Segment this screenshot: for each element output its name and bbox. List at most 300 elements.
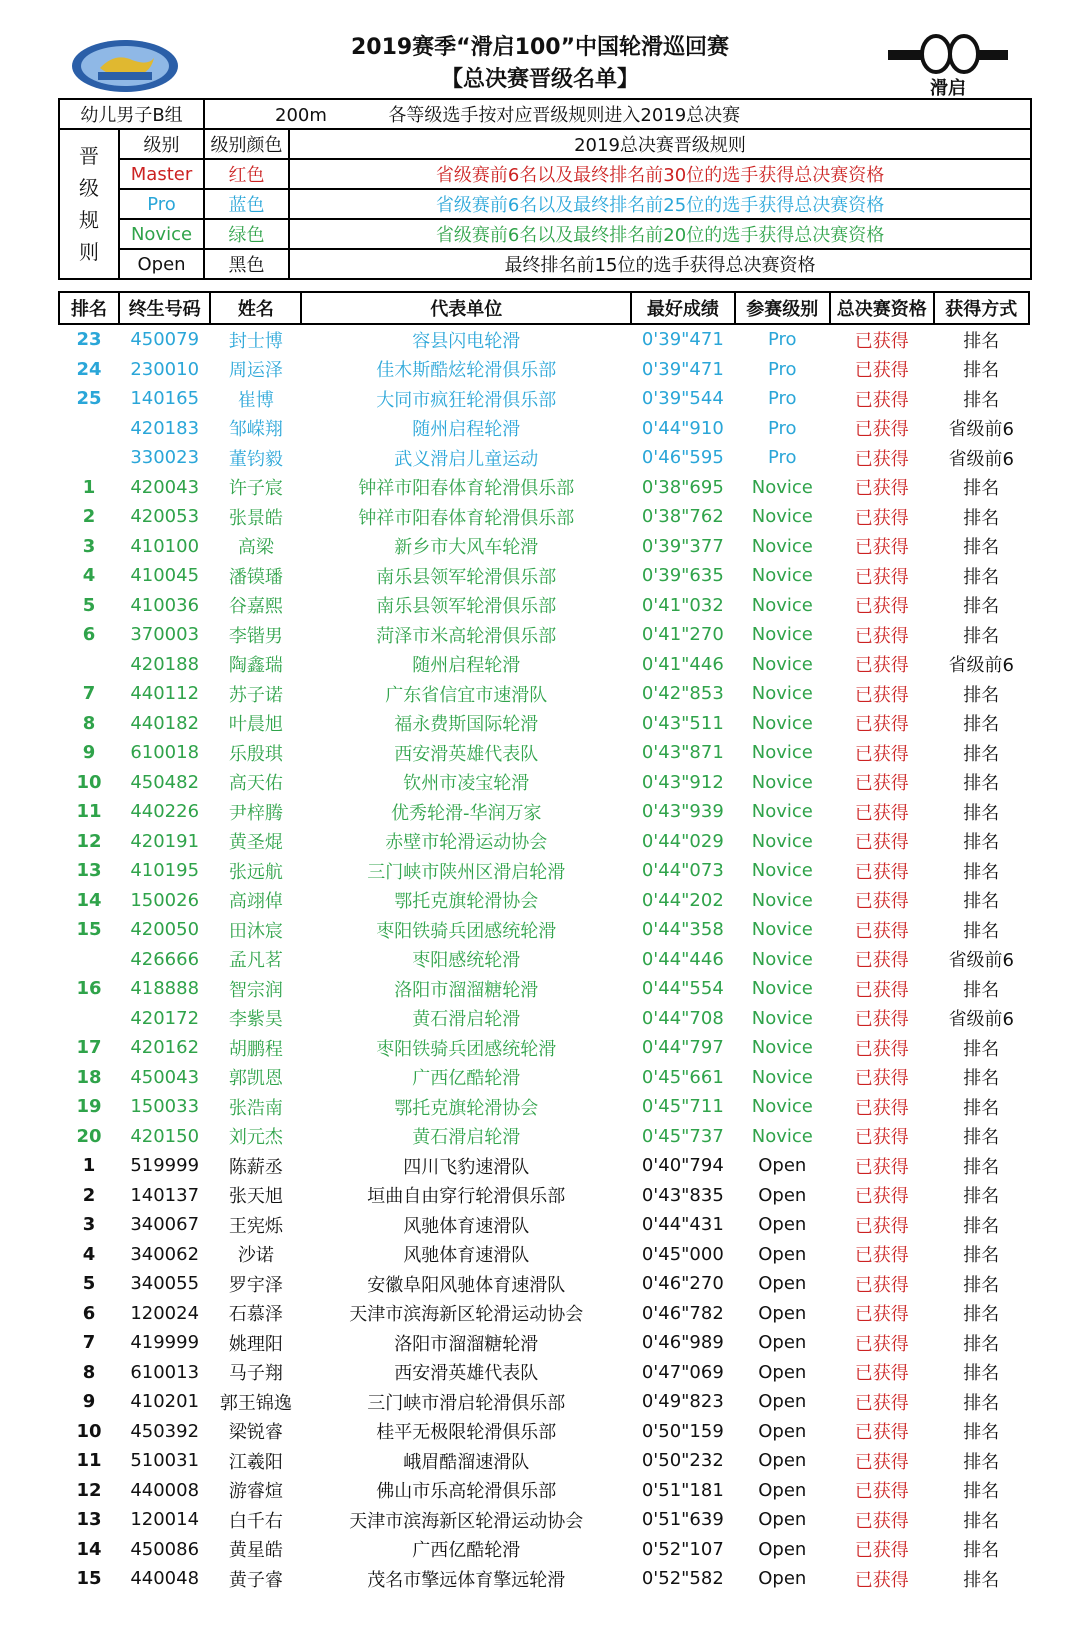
cell-level: Novice <box>751 771 813 793</box>
cell-method: 排名 <box>963 861 1000 883</box>
cell-athlete-id: 420053 <box>130 506 200 528</box>
table-row <box>59 1358 1029 1388</box>
cell-club: 枣阳铁骑兵团感统轮滑 <box>376 1038 557 1060</box>
cell-qualification: 已获得 <box>854 773 909 795</box>
cell-athlete-id: 440182 <box>130 712 200 734</box>
table-row <box>59 355 1029 385</box>
cell-athlete-name: 胡鹏程 <box>228 1038 283 1060</box>
cell-qualification: 已获得 <box>854 625 909 647</box>
cell-qualification: 已获得 <box>854 330 909 352</box>
cell-club: 广东省信宜市速滑队 <box>385 684 548 706</box>
cell-qualification: 已获得 <box>854 1510 909 1532</box>
cell-method: 排名 <box>963 507 1000 529</box>
cell-athlete-id: 610013 <box>130 1361 200 1383</box>
cell-level: Novice <box>751 594 813 616</box>
cell-club: 黄石滑启轮滑 <box>412 1009 521 1031</box>
cell-rank: 4 <box>82 1243 96 1265</box>
level-open: Open <box>119 249 204 279</box>
cell-athlete-id: 230010 <box>130 358 200 380</box>
cell-athlete-name: 叶晨旭 <box>228 714 283 736</box>
cell-rank: 25 <box>76 388 102 410</box>
cell-rank: 6 <box>82 624 96 646</box>
cell-method: 排名 <box>963 389 1000 411</box>
cell-level: Open <box>758 1273 807 1295</box>
cell-method: 排名 <box>963 566 1000 588</box>
table-row <box>59 738 1029 768</box>
level-novice-color: 绿色 <box>204 219 289 249</box>
cell-athlete-id: 420050 <box>130 919 200 941</box>
cell-athlete-id: 440226 <box>130 801 200 823</box>
cell-rank: 1 <box>82 476 96 498</box>
cell-club: 佛山市乐高轮滑俱乐部 <box>376 1481 557 1503</box>
cell-qualification: 已获得 <box>854 448 909 470</box>
table-row <box>59 1299 1029 1329</box>
cell-athlete-id: 440008 <box>130 1479 200 1501</box>
table-row <box>59 414 1029 444</box>
cell-qualification: 已获得 <box>854 1569 909 1591</box>
cell-club: 赤壁市轮滑运动协会 <box>385 832 548 854</box>
brand-logo-text: 滑启 <box>930 78 966 98</box>
cell-qualification: 已获得 <box>854 655 909 677</box>
cell-method: 排名 <box>963 1363 1000 1385</box>
header-qualification: 总决赛资格 <box>830 292 934 324</box>
cell-best-time: 0'39"471 <box>641 329 724 351</box>
cell-rank: 10 <box>76 771 102 793</box>
cell-method: 排名 <box>963 1451 1000 1473</box>
cell-club: 福永费斯国际轮滑 <box>394 714 539 736</box>
cell-club: 钦州市凌宝轮滑 <box>403 773 530 795</box>
level-open-rule: 最终排名前15位的选手获得总决赛资格 <box>289 249 1031 279</box>
cell-athlete-id: 450086 <box>130 1538 200 1560</box>
cell-method: 排名 <box>963 360 1000 382</box>
cell-athlete-id: 426666 <box>130 948 200 970</box>
cell-best-time: 0'38"762 <box>641 506 724 528</box>
table-row <box>59 1181 1029 1211</box>
cell-club: 三门峡市陕州区滑启轮滑 <box>367 861 566 883</box>
cell-qualification: 已获得 <box>854 1097 909 1119</box>
cell-best-time: 0'52"107 <box>641 1538 724 1560</box>
cell-athlete-name: 潘镆璠 <box>228 566 283 588</box>
cell-qualification: 已获得 <box>854 566 909 588</box>
table-row <box>59 1535 1029 1565</box>
cell-method: 排名 <box>963 743 1000 765</box>
table-row <box>59 945 1029 975</box>
table-header-row <box>59 292 1029 324</box>
cell-method: 排名 <box>963 1540 1000 1562</box>
cell-athlete-name: 高天佑 <box>228 773 283 795</box>
cell-rank: 11 <box>76 1450 102 1472</box>
cell-club: 容县闪电轮滑 <box>412 330 521 352</box>
cell-rank: 24 <box>76 358 102 380</box>
cell-best-time: 0'51"181 <box>641 1479 724 1501</box>
cell-athlete-name: 陶鑫瑞 <box>228 655 283 677</box>
table-row <box>59 443 1029 473</box>
table-row <box>59 561 1029 591</box>
cell-club: 钟祥市阳春体育轮滑俱乐部 <box>358 507 575 529</box>
cell-qualification: 已获得 <box>854 1009 909 1031</box>
table-row <box>59 1446 1029 1476</box>
cell-method: 省级前6 <box>948 1009 1015 1031</box>
cell-method: 排名 <box>963 1097 1000 1119</box>
cell-level: Open <box>758 1538 807 1560</box>
cell-rank: 19 <box>76 1096 102 1118</box>
cell-athlete-id: 370003 <box>130 624 200 646</box>
col-rule: 2019总决赛晋级规则 <box>289 129 1031 159</box>
cell-rank: 18 <box>76 1066 102 1088</box>
cell-qualification: 已获得 <box>854 537 909 559</box>
cell-athlete-name: 张浩南 <box>228 1097 283 1119</box>
col-color: 级别颜色 <box>204 129 289 159</box>
cell-method: 排名 <box>963 1304 1000 1326</box>
table-row <box>59 1092 1029 1122</box>
cell-athlete-id: 410045 <box>130 565 200 587</box>
cell-level: Open <box>758 1243 807 1265</box>
cell-method: 排名 <box>963 537 1000 559</box>
cell-club: 大同市疯狂轮滑俱乐部 <box>376 389 557 411</box>
cell-level: Novice <box>751 535 813 557</box>
table-row <box>59 1476 1029 1506</box>
cell-club: 枣阳铁骑兵团感统轮滑 <box>376 920 557 942</box>
header-rank: 排名 <box>59 292 119 324</box>
table-row <box>59 1417 1029 1447</box>
cell-club: 佳木斯酷炫轮滑俱乐部 <box>376 360 557 382</box>
table-row <box>59 827 1029 857</box>
cell-level: Novice <box>751 801 813 823</box>
cell-qualification: 已获得 <box>854 1127 909 1149</box>
cell-athlete-name: 郭凯恩 <box>228 1068 283 1090</box>
level-master: Master <box>119 159 204 189</box>
cell-athlete-id: 450482 <box>130 771 200 793</box>
cell-best-time: 0'44"073 <box>641 860 724 882</box>
cell-method: 排名 <box>963 802 1000 824</box>
cell-level: Open <box>758 1184 807 1206</box>
header-id: 终生号码 <box>119 292 210 324</box>
cell-level: Open <box>758 1420 807 1442</box>
cell-qualification: 已获得 <box>854 507 909 529</box>
cell-club: 风驰体育速滑队 <box>403 1245 530 1267</box>
cell-club: 桂平无极限轮滑俱乐部 <box>376 1422 557 1444</box>
cell-athlete-name: 封士博 <box>228 330 283 352</box>
cell-athlete-id: 440048 <box>130 1568 200 1590</box>
cell-rank: 6 <box>82 1302 96 1324</box>
cell-club: 西安滑英雄代表队 <box>394 1363 539 1385</box>
cell-rank: 23 <box>76 329 102 351</box>
cell-best-time: 0'39"377 <box>641 535 724 557</box>
cell-method: 排名 <box>963 596 1000 618</box>
cell-qualification: 已获得 <box>854 950 909 972</box>
cell-club: 洛阳市溜溜糖轮滑 <box>394 979 539 1001</box>
cell-athlete-name: 罗宇泽 <box>228 1274 283 1296</box>
distance: 200m <box>275 105 327 126</box>
cell-rank: 14 <box>76 889 102 911</box>
cell-method: 排名 <box>963 979 1000 1001</box>
table-row <box>59 1151 1029 1181</box>
cell-athlete-id: 510031 <box>130 1450 200 1472</box>
cell-club: 峨眉酷溜速滑队 <box>403 1451 530 1473</box>
cell-qualification: 已获得 <box>854 832 909 854</box>
cell-club: 广西亿酷轮滑 <box>412 1540 521 1562</box>
cell-rank: 10 <box>76 1420 102 1442</box>
header-club: 代表单位 <box>301 292 631 324</box>
cell-level: Novice <box>751 506 813 528</box>
cell-method: 排名 <box>963 330 1000 352</box>
cell-athlete-name: 高翊倬 <box>228 891 283 913</box>
table-row <box>59 679 1029 709</box>
cell-club: 风驰体育速滑队 <box>403 1215 530 1237</box>
cell-athlete-name: 邹嵘翔 <box>228 419 283 441</box>
cell-athlete-name: 陈薪丞 <box>228 1156 283 1178</box>
cell-rank: 8 <box>82 712 96 734</box>
cell-athlete-name: 石慕泽 <box>228 1304 283 1326</box>
cell-athlete-id: 120024 <box>130 1302 200 1324</box>
cell-club: 钟祥市阳春体育轮滑俱乐部 <box>358 478 575 500</box>
cell-level: Open <box>758 1450 807 1472</box>
cell-club: 菏泽市米高轮滑俱乐部 <box>376 625 557 647</box>
cell-level: Pro <box>768 358 797 380</box>
level-pro: Pro <box>119 189 204 219</box>
cell-rank: 15 <box>76 919 102 941</box>
cell-athlete-id: 410201 <box>130 1391 200 1413</box>
header-method: 获得方式 <box>934 292 1029 324</box>
cell-qualification: 已获得 <box>854 1274 909 1296</box>
cell-method: 排名 <box>963 1127 1000 1149</box>
table-row <box>59 620 1029 650</box>
cell-athlete-name: 黄星皓 <box>228 1540 283 1562</box>
cell-best-time: 0'44"431 <box>641 1214 724 1236</box>
cell-qualification: 已获得 <box>854 360 909 382</box>
level-master-rule: 省级赛前6名以及最终排名前30位的选手获得总决赛资格 <box>289 159 1031 189</box>
cell-level: Novice <box>751 830 813 852</box>
cell-qualification: 已获得 <box>854 920 909 942</box>
cell-rank: 3 <box>82 1214 96 1236</box>
cell-qualification: 已获得 <box>854 714 909 736</box>
table-row <box>59 797 1029 827</box>
cell-athlete-id: 419999 <box>130 1332 200 1354</box>
cell-level: Novice <box>751 1125 813 1147</box>
cell-level: Novice <box>751 919 813 941</box>
cell-athlete-id: 340062 <box>130 1243 200 1265</box>
cell-rank: 9 <box>82 742 96 764</box>
table-row <box>59 1004 1029 1034</box>
cell-athlete-name: 江羲阳 <box>228 1451 283 1473</box>
cell-level: Novice <box>751 948 813 970</box>
cell-rank <box>59 1004 119 1034</box>
cell-athlete-id: 420150 <box>130 1125 200 1147</box>
cell-athlete-id: 140165 <box>130 388 200 410</box>
cell-best-time: 0'38"695 <box>641 476 724 498</box>
cell-athlete-name: 李锴男 <box>228 625 283 647</box>
cell-level: Open <box>758 1361 807 1383</box>
level-novice-rule: 省级赛前6名以及最终排名前20位的选手获得总决赛资格 <box>289 219 1031 249</box>
table-row <box>59 1269 1029 1299</box>
cell-method: 排名 <box>963 1569 1000 1591</box>
cell-best-time: 0'45"711 <box>641 1096 724 1118</box>
level-pro-color: 蓝色 <box>204 189 289 219</box>
cell-club: 天津市滨海新区轮滑运动协会 <box>349 1510 584 1532</box>
cell-qualification: 已获得 <box>854 596 909 618</box>
cell-method: 排名 <box>963 891 1000 913</box>
table-row <box>59 1328 1029 1358</box>
cell-athlete-name: 黄子睿 <box>228 1569 283 1591</box>
cell-rank: 9 <box>82 1391 96 1413</box>
cell-rank <box>59 443 119 473</box>
cell-level: Pro <box>768 329 797 351</box>
cell-best-time: 0'43"912 <box>641 771 724 793</box>
cell-level: Open <box>758 1391 807 1413</box>
table-row <box>59 591 1029 621</box>
cell-method: 排名 <box>963 478 1000 500</box>
cell-best-time: 0'45"000 <box>641 1243 724 1265</box>
cell-athlete-name: 许子宸 <box>228 478 283 500</box>
cell-athlete-name: 郭王锦逸 <box>219 1392 292 1414</box>
cell-club: 垣曲自由穿行轮滑俱乐部 <box>367 1186 566 1208</box>
association-logo <box>70 38 180 94</box>
cell-club: 西安滑英雄代表队 <box>394 743 539 765</box>
cell-method: 排名 <box>963 1068 1000 1090</box>
cell-best-time: 0'49"823 <box>641 1391 724 1413</box>
cell-qualification: 已获得 <box>854 1156 909 1178</box>
cell-athlete-id: 420191 <box>130 830 200 852</box>
qualified-list-table <box>58 291 1030 1594</box>
cell-best-time: 0'41"446 <box>641 653 724 675</box>
cell-method: 排名 <box>963 625 1000 647</box>
table-row <box>59 324 1029 355</box>
cell-method: 排名 <box>963 1422 1000 1444</box>
cell-qualification: 已获得 <box>854 979 909 1001</box>
cell-method: 排名 <box>963 1510 1000 1532</box>
cell-best-time: 0'46"595 <box>641 447 724 469</box>
cell-athlete-id: 450392 <box>130 1420 200 1442</box>
cell-qualification: 已获得 <box>854 389 909 411</box>
cell-qualification: 已获得 <box>854 1422 909 1444</box>
table-row <box>59 1122 1029 1152</box>
cell-level: Pro <box>768 447 797 469</box>
table-row <box>59 1033 1029 1063</box>
cell-club: 三门峡市滑启轮滑俱乐部 <box>367 1392 566 1414</box>
cell-level: Novice <box>751 565 813 587</box>
cell-level: Open <box>758 1302 807 1324</box>
cell-qualification: 已获得 <box>854 684 909 706</box>
table-row <box>59 1210 1029 1240</box>
cell-rank <box>59 650 119 680</box>
cell-best-time: 0'44"029 <box>641 830 724 852</box>
cell-club: 天津市滨海新区轮滑运动协会 <box>349 1304 584 1326</box>
cell-rank: 20 <box>76 1125 102 1147</box>
cell-athlete-name: 智宗润 <box>228 979 283 1001</box>
cell-rank: 12 <box>76 830 102 852</box>
cell-athlete-name: 孟凡茗 <box>228 950 283 972</box>
cell-club: 四川飞豹速滑队 <box>403 1156 530 1178</box>
table-row <box>59 1063 1029 1093</box>
cell-club: 鄂托克旗轮滑协会 <box>394 891 539 913</box>
cell-level: Open <box>758 1332 807 1354</box>
cell-best-time: 0'47"069 <box>641 1361 724 1383</box>
table-row <box>59 532 1029 562</box>
cell-best-time: 0'40"794 <box>641 1155 724 1177</box>
cell-rank: 15 <box>76 1568 102 1590</box>
cell-qualification: 已获得 <box>854 1481 909 1503</box>
cell-best-time: 0'43"511 <box>641 712 724 734</box>
cell-qualification: 已获得 <box>854 891 909 913</box>
cell-athlete-name: 谷嘉熙 <box>228 596 283 618</box>
cell-level: Novice <box>751 1096 813 1118</box>
cell-best-time: 0'44"202 <box>641 889 724 911</box>
cell-qualification: 已获得 <box>854 1038 909 1060</box>
cell-athlete-id: 340067 <box>130 1214 200 1236</box>
cell-athlete-id: 450079 <box>130 329 200 351</box>
table-row <box>59 768 1029 798</box>
cell-athlete-id: 340055 <box>130 1273 200 1295</box>
cell-method: 排名 <box>963 1156 1000 1178</box>
cell-method: 排名 <box>963 920 1000 942</box>
cell-rank: 5 <box>82 1273 96 1295</box>
cell-athlete-name: 马子翔 <box>228 1363 283 1385</box>
cell-rank <box>59 414 119 444</box>
cell-athlete-name: 董钧毅 <box>228 448 283 470</box>
cell-rank: 13 <box>76 1509 102 1531</box>
cell-level: Novice <box>751 889 813 911</box>
cell-athlete-name: 沙诺 <box>237 1245 274 1267</box>
col-level: 级别 <box>119 129 204 159</box>
cell-level: Novice <box>751 712 813 734</box>
cell-rank: 7 <box>82 683 96 705</box>
cell-qualification: 已获得 <box>854 478 909 500</box>
cell-best-time: 0'44"446 <box>641 948 724 970</box>
cell-qualification: 已获得 <box>854 1186 909 1208</box>
cell-qualification: 已获得 <box>854 1540 909 1562</box>
cell-best-time: 0'44"554 <box>641 978 724 1000</box>
cell-method: 排名 <box>963 1245 1000 1267</box>
cell-method: 排名 <box>963 1333 1000 1355</box>
cell-best-time: 0'46"989 <box>641 1332 724 1354</box>
level-open-color: 黑色 <box>204 249 289 279</box>
cell-athlete-name: 周运泽 <box>228 360 283 382</box>
cell-club: 枣阳感统轮滑 <box>412 950 521 972</box>
cell-best-time: 0'52"582 <box>641 1568 724 1590</box>
cell-club: 黄石滑启轮滑 <box>412 1127 521 1149</box>
cell-rank: 14 <box>76 1538 102 1560</box>
cell-athlete-name: 高梁 <box>237 537 274 559</box>
cell-athlete-id: 418888 <box>130 978 200 1000</box>
cell-method: 排名 <box>963 1481 1000 1503</box>
cell-level: Pro <box>768 417 797 439</box>
cell-club: 随州启程轮滑 <box>412 655 521 677</box>
cell-rank: 4 <box>82 565 96 587</box>
cell-athlete-id: 519999 <box>130 1155 200 1177</box>
cell-method: 排名 <box>963 1186 1000 1208</box>
cell-athlete-id: 610018 <box>130 742 200 764</box>
rules-side-label <box>59 129 119 279</box>
cell-best-time: 0'42"853 <box>641 683 724 705</box>
header-best-time: 最好成绩 <box>631 292 735 324</box>
cell-athlete-id: 420172 <box>130 1007 200 1029</box>
cell-level: Novice <box>751 653 813 675</box>
cell-level: Novice <box>751 1066 813 1088</box>
level-pro-rule: 省级赛前6名以及最终排名前25位的选手获得总决赛资格 <box>289 189 1031 219</box>
cell-athlete-id: 410036 <box>130 594 200 616</box>
cell-best-time: 0'43"939 <box>641 801 724 823</box>
cell-club: 安徽阜阳风驰体育速滑队 <box>367 1274 566 1296</box>
cell-best-time: 0'41"032 <box>641 594 724 616</box>
cell-rank: 11 <box>76 801 102 823</box>
cell-athlete-name: 姚理阳 <box>228 1333 283 1355</box>
cell-best-time: 0'44"797 <box>641 1037 724 1059</box>
page-title: 2019赛季“滑启100”中国轮滑巡回赛 <box>350 35 730 60</box>
cell-method: 排名 <box>963 714 1000 736</box>
table-row <box>59 709 1029 739</box>
cell-rank: 2 <box>82 506 96 528</box>
cell-rank: 13 <box>76 860 102 882</box>
